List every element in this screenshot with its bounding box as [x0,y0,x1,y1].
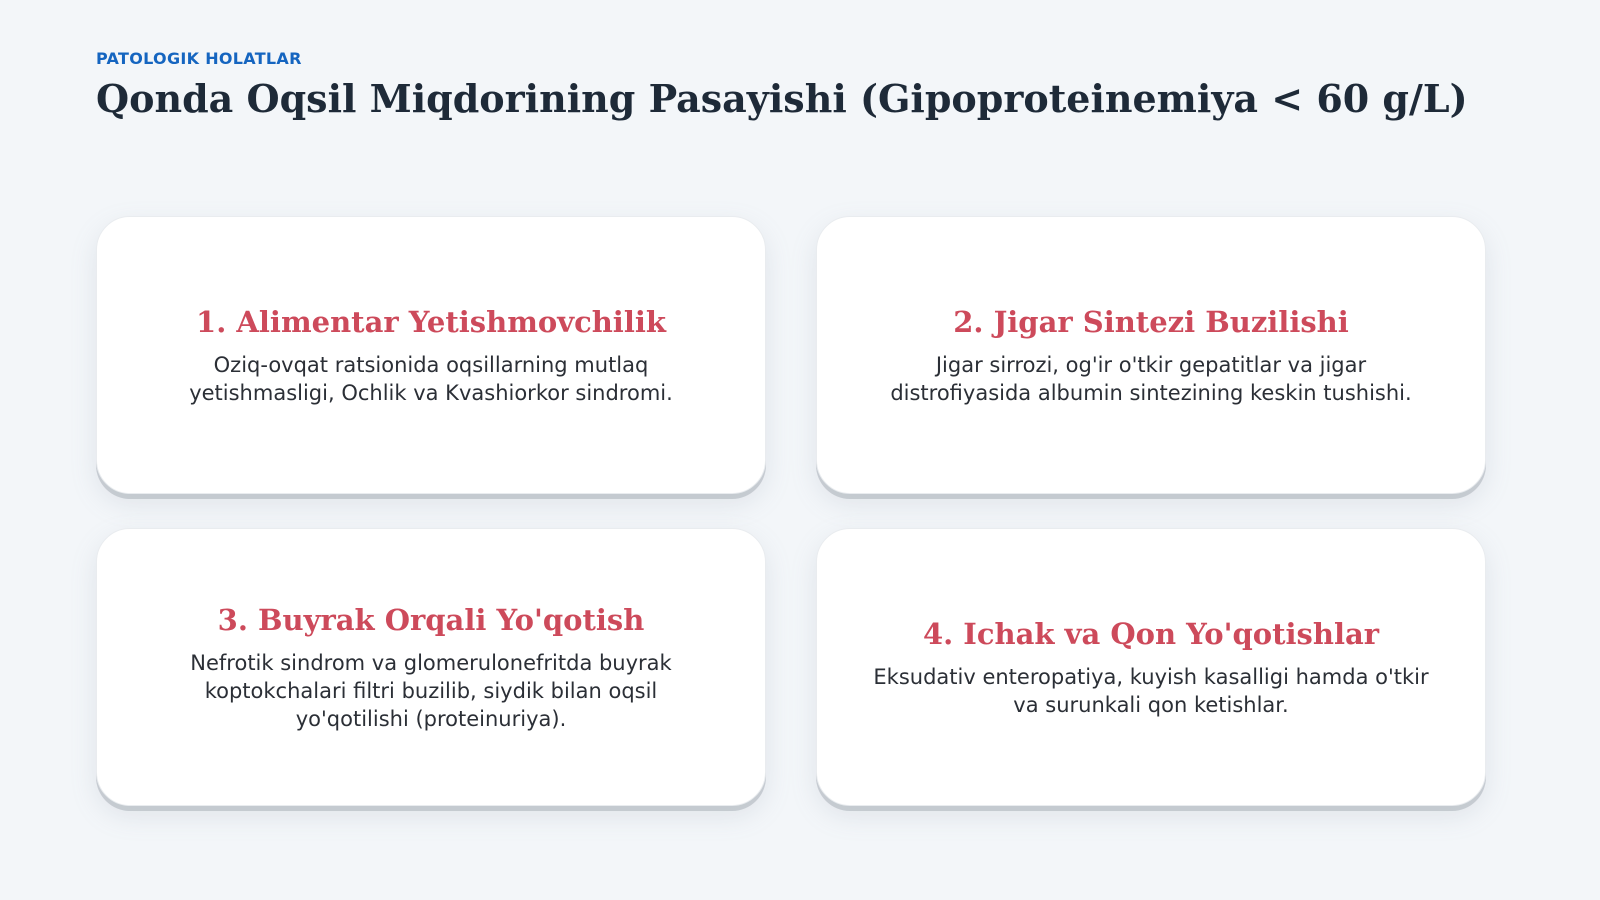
cards-grid [96,216,1488,802]
card-intestinal-blood-loss [816,528,1486,806]
section-label: PATOLOGIK HOLATLAR [96,49,302,68]
slide-header [96,48,1516,124]
slide-title: Qonda Oqsil Miqdorining Pasayishi (Gipoproteinemiya < 60 g/L) [96,76,1468,121]
card-liver-synthesis [816,216,1486,494]
card-kidney-loss [96,528,766,806]
card-description: Eksudativ enteropatiya, kuyish kasalligi hamda o'tkir va surunkali qon ketishlar. [873,665,1429,717]
card-description: Oziq-ovqat ratsionida oqsillarning mutlaq yetishmasligi, Ochlik va Kvashiorkor sindromi. [189,353,673,405]
card-title: 4. Ichak va Qon Yo'qotishlar [922,617,1380,651]
card-title: 1. Alimentar Yetishmovchilik [196,305,666,339]
card-title: 2. Jigar Sintezi Buzilishi [953,305,1349,339]
card-alimentary-deficiency [96,216,766,494]
card-description: Jigar sirrozi, og'ir o'tkir gepatitlar va jigar distrofiyasida albumin sintezining keskin tushishi. [890,353,1412,405]
card-title: 3. Buyrak Orqali Yo'qotish [217,603,645,637]
card-description: Nefrotik sindrom va glomerulonefritda buyrak koptokchalari filtri buzilib, siydik bilan oqsil yo'qotilishi (proteinuriya). [190,651,672,731]
